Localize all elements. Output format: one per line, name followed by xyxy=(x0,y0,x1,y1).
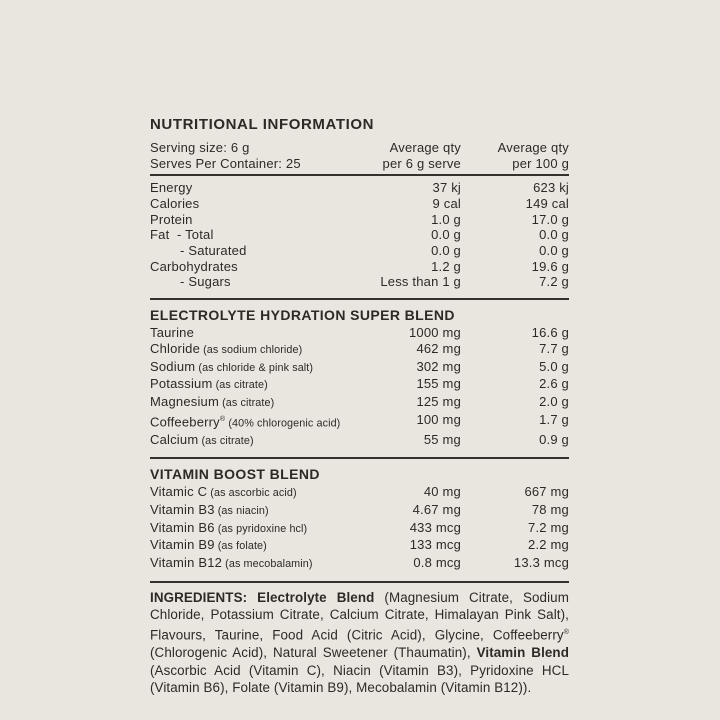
serving-size: Serving size: 6 g xyxy=(150,140,250,155)
row-label: Vitamin B3 (as niacin) xyxy=(150,502,269,518)
table-row xyxy=(150,555,569,573)
table-row xyxy=(150,484,569,502)
value-per-100g: 7.2 mg xyxy=(528,519,569,535)
row-note: (as ascorbic acid) xyxy=(207,487,297,500)
table-row xyxy=(150,359,569,377)
row-label: Magnesium (as citrate) xyxy=(150,393,275,409)
table-row xyxy=(150,412,569,432)
value-per-serve: 125 mg xyxy=(416,393,461,409)
row-note: (as chloride & pink salt) xyxy=(195,361,314,374)
table-row xyxy=(150,243,569,259)
value-per-serve: 1.2 g xyxy=(431,258,461,274)
value-per-serve: 0.0 g xyxy=(431,243,461,258)
section-title: ELECTROLYTE HYDRATION SUPER BLEND xyxy=(150,307,455,324)
row-label: Fat - Total xyxy=(150,227,214,243)
value-per-100g: 13.3 mcg xyxy=(513,555,569,571)
row-label: Carbohydrates xyxy=(150,258,238,274)
table-row xyxy=(150,502,569,520)
row-note: (40% chlorogenic acid) xyxy=(225,416,341,429)
row-note: (as mecobalamin) xyxy=(222,558,313,571)
value-per-serve: Less than 1 g xyxy=(380,274,461,290)
nutrition-label-panel xyxy=(150,116,569,697)
row-note: (as pyridoxine hcl) xyxy=(214,522,308,535)
value-per-serve: 302 mg xyxy=(416,358,461,374)
table-row xyxy=(150,325,569,341)
value-per-100g: 2.0 g xyxy=(539,393,569,409)
value-per-serve: 4.67 mg xyxy=(412,502,461,518)
table-row xyxy=(150,274,569,290)
value-per-100g: 5.0 g xyxy=(539,358,569,374)
ingredients-paragraph xyxy=(150,589,569,697)
row-label: Vitamin B12 (as mecobalamin) xyxy=(150,555,313,571)
panel-title: NUTRITIONAL INFORMATION xyxy=(150,116,375,133)
table-row xyxy=(150,227,569,243)
value-per-serve: 133 mcg xyxy=(409,537,461,553)
ingredients-bold-text: Vitamin Blend xyxy=(476,645,569,661)
table-row xyxy=(150,394,569,412)
ingredients-text: (Chlorogenic Acid), Natural Sweetener (Thaumatin), xyxy=(150,645,477,661)
table-row xyxy=(150,212,569,228)
value-per-100g: 0.0 g xyxy=(539,227,569,243)
section-electrolyte-hydration-super-blend xyxy=(150,300,569,454)
ingredients-text: (Ascorbic Acid (Vitamin C), Niacin (Vitamin B3), Pyridoxine HCL (Vitamin B6), Folate (Vitamin B9), Mecobalamin (Vitamin B12)). xyxy=(150,662,569,696)
value-per-serve: 155 mg xyxy=(416,376,461,392)
section-title: VITAMIN BOOST BLEND xyxy=(150,466,320,483)
value-per-100g: 0.0 g xyxy=(539,243,569,258)
serves-per-container: Serves Per Container: 25 xyxy=(150,155,301,171)
value-per-100g: 19.6 g xyxy=(531,258,569,274)
value-per-100g: 1.7 g xyxy=(539,411,569,427)
table-row xyxy=(150,259,569,275)
table-row xyxy=(150,520,569,538)
row-label: Taurine xyxy=(150,325,195,341)
row-label: Coffeeberry® (40% chlorogenic acid) xyxy=(150,413,341,429)
row-label: Vitamin B6 (as pyridoxine hcl) xyxy=(150,519,308,535)
table-row xyxy=(150,180,569,196)
row-label: Sodium (as chloride & pink salt) xyxy=(150,358,314,374)
ingredients-text: (Magnesium Citrate, Sodium Chloride, Potassium Citrate, Calcium Citrate, Himalayan Pink Salt), Flavours, Taurine, Food Acid (Citric Acid), Glycine, Coffeeberry xyxy=(150,589,569,643)
registered-mark: ® xyxy=(219,415,226,423)
row-label: Energy xyxy=(150,180,193,196)
table-row xyxy=(150,432,569,450)
row-label: Protein xyxy=(150,211,193,227)
ingredients-text: ® xyxy=(563,629,569,637)
value-per-100g: 0.9 g xyxy=(539,431,569,447)
value-per-100g: 2.2 mg xyxy=(528,537,569,553)
value-per-serve: 100 mg xyxy=(416,411,461,427)
table-row xyxy=(150,196,569,212)
value-per-100g: 2.6 g xyxy=(539,376,569,392)
value-per-serve: 55 mg xyxy=(423,431,461,447)
value-per-100g: 149 cal xyxy=(525,195,569,211)
row-label: Calories xyxy=(150,195,200,211)
section-nutrition-facts xyxy=(150,176,569,295)
value-per-serve: 37 kj xyxy=(432,180,461,196)
table-row xyxy=(150,376,569,394)
nutrition-sections xyxy=(150,176,569,583)
value-per-100g: 667 mg xyxy=(524,484,569,500)
value-per-serve: 433 mcg xyxy=(409,519,461,535)
value-per-serve: 1000 mg xyxy=(409,325,461,341)
value-per-100g: 17.0 g xyxy=(531,211,569,227)
value-per-100g: 16.6 g xyxy=(531,325,569,341)
row-note: (as sodium chloride) xyxy=(200,343,303,356)
column-header-per-serve: Average qty per 6 g serve xyxy=(382,140,461,171)
row-note: (as citrate) xyxy=(198,434,254,447)
row-label: Calcium (as citrate) xyxy=(150,431,254,447)
value-per-serve: 1.0 g xyxy=(431,211,461,227)
value-per-100g: 7.2 g xyxy=(539,274,569,290)
value-per-100g: 78 mg xyxy=(531,502,569,518)
column-header-per-100g: Average qty per 100 g xyxy=(497,140,569,171)
value-per-serve: 9 cal xyxy=(432,195,461,211)
table-row xyxy=(150,341,569,359)
divider-rule xyxy=(150,581,569,583)
value-per-serve: 40 mg xyxy=(423,484,461,500)
ingredients-bold-text: INGREDIENTS: xyxy=(150,589,258,605)
serving-info xyxy=(150,140,347,171)
row-label: - Saturated xyxy=(180,243,247,258)
value-per-100g: 623 kj xyxy=(533,180,569,196)
row-label: Potassium (as citrate) xyxy=(150,376,268,392)
row-label: - Sugars xyxy=(180,274,231,290)
value-per-serve: 462 mg xyxy=(416,340,461,356)
column-headers xyxy=(150,140,569,171)
value-per-serve: 0.0 g xyxy=(431,227,461,243)
row-label: Vitamin B9 (as folate) xyxy=(150,537,267,553)
row-label: Chloride (as sodium chloride) xyxy=(150,340,303,356)
row-note: (as citrate) xyxy=(212,379,268,392)
row-note: (as citrate) xyxy=(219,396,275,409)
row-note: (as folate) xyxy=(214,540,267,553)
value-per-100g: 7.7 g xyxy=(539,340,569,356)
ingredients-bold-text: Electrolyte Blend xyxy=(257,589,375,605)
row-note: (as niacin) xyxy=(214,505,269,518)
value-per-serve: 0.8 mcg xyxy=(413,555,461,571)
table-row xyxy=(150,537,569,555)
row-label: Vitamic C (as ascorbic acid) xyxy=(150,484,297,500)
section-vitamin-boost-blend xyxy=(150,459,569,578)
